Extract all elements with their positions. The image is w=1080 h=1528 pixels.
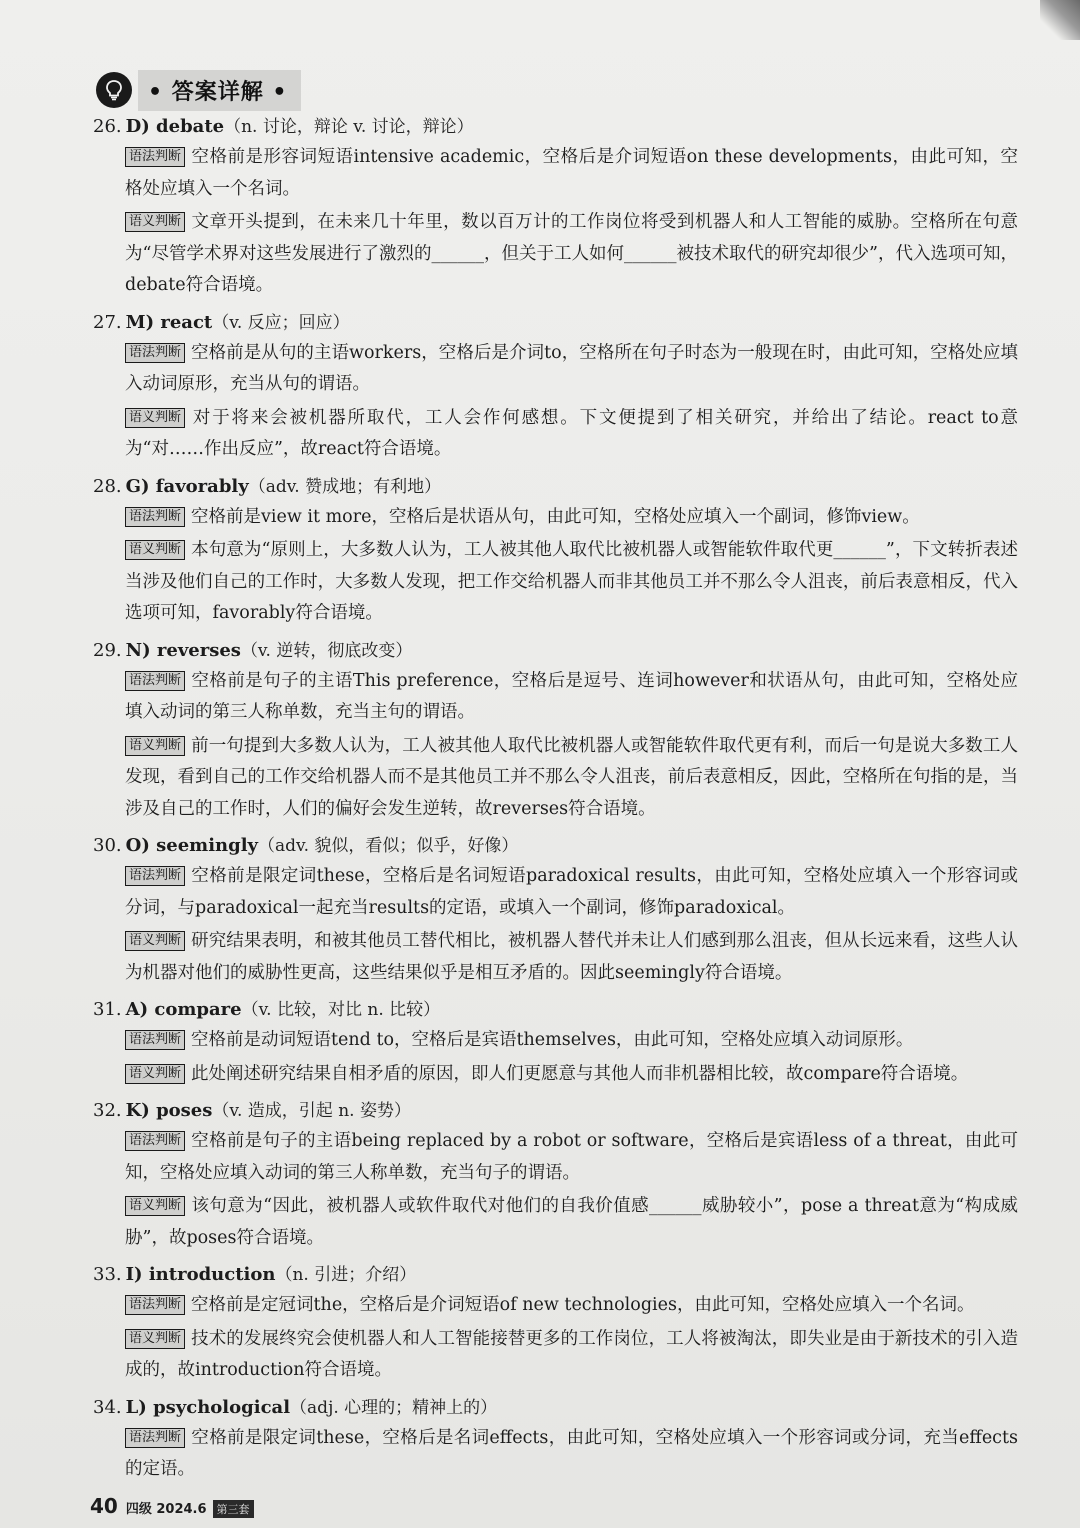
meaning-tag: 语义判断 (125, 540, 185, 560)
meaning-tag: 语义判断 (125, 736, 185, 756)
item-number: 32. (93, 1100, 122, 1121)
meaning-tag: 语义判断 (125, 408, 185, 428)
item-answer: O) seemingly (125, 835, 258, 856)
grammar-tag: 语法判断 (125, 1131, 185, 1151)
item-number: 31. (93, 999, 122, 1020)
grammar-explanation (125, 1423, 1018, 1486)
grammar-text: 空格前是从句的主语workers，空格后是介词to，空格所在句子时态为一般现在时，由此可知，空格处应填入动词原形，充当从句的谓语。 (125, 342, 1018, 394)
item-heading (93, 1096, 1018, 1126)
answer-item (93, 636, 1018, 826)
grammar-explanation (125, 861, 1018, 924)
meaning-explanation (125, 1059, 1018, 1091)
item-answer: N) reverses (125, 639, 241, 661)
meaning-text: 对于将来会被机器所取代，工人会作何感想。下文便提到了相关研究，并给出了结论。react to意为“对……作出反应”，故react符合语境。 (125, 407, 1018, 459)
item-number: 28. (93, 475, 122, 497)
grammar-tag: 语法判断 (125, 507, 185, 527)
item-gloss: （v. 造成，引起 n. 姿势） (212, 1101, 411, 1121)
item-heading (93, 636, 1018, 666)
item-answer: D) debate (125, 116, 225, 137)
grammar-explanation (125, 142, 1018, 205)
grammar-tag: 语法判断 (125, 671, 185, 691)
grammar-text: 空格前是句子的主语being replaced by a robot or software，空格后是宾语less of a threat，由此可知，空格处应填入动词的第三人称单数，充当句子的谓语。 (125, 1131, 1018, 1183)
grammar-tag: 语法判断 (125, 1030, 185, 1050)
item-heading (93, 472, 1018, 502)
meaning-text: 前一句提到大多数人认为，工人被其他人取代比被机器人或智能软件取代更有利，而后一句是说大多数工人发现，看到自己的工作交给机器人而不是其他员工并不那么令人沮丧，前后表意相反，因此，空格所在句指的是，当涉及自己的工作时，人们的偏好会发生逆转，故reverses符合语境。 (125, 735, 1018, 819)
item-number: 33. (93, 1264, 122, 1285)
answer-item (93, 831, 1018, 989)
grammar-tag: 语法判断 (125, 1428, 185, 1448)
item-number: 26. (93, 116, 122, 137)
item-answer: A) compare (125, 999, 242, 1020)
item-gloss: （adj. 心理的；精神上的） (290, 1397, 498, 1418)
answer-item (93, 308, 1018, 466)
meaning-explanation (125, 1191, 1018, 1254)
meaning-explanation (125, 1324, 1018, 1387)
grammar-explanation (125, 502, 1018, 534)
grammar-explanation (125, 338, 1018, 401)
item-number: 30. (93, 835, 122, 856)
item-number: 34. (93, 1396, 122, 1418)
grammar-tag: 语法判断 (125, 866, 185, 886)
answer-list (93, 112, 1018, 1492)
grammar-text: 空格前是限定词these，空格后是名词短语paradoxical results，由此可知，空格处应填入一个形容词或分词，与paradoxical一起充当results的定语，或填入一个副词，修饰paradoxical。 (125, 866, 1018, 918)
item-heading (93, 1260, 1018, 1290)
item-gloss: （n. 讨论，辩论 v. 讨论，辩论） (224, 117, 474, 137)
meaning-text: 文章开头提到，在未来几十年里，数以百万计的工作岗位将受到机器人和人工智能的威胁。空格所在句意为“尽管学术界对这些发展进行了激烈的______，但关于工人如何______被技术取代的研究却很少”，代入选项可知，debate符合语境。 (125, 212, 1018, 295)
item-gloss: （v. 反应；回应） (212, 312, 350, 333)
grammar-text: 空格前是限定词these，空格后是名词effects，由此可知，空格处应填入一个形容词或分词，充当effects的定语。 (125, 1427, 1018, 1479)
item-heading (93, 112, 1018, 142)
meaning-explanation (125, 926, 1018, 989)
item-answer: G) favorably (125, 475, 249, 497)
meaning-tag: 语义判断 (125, 1196, 185, 1216)
meaning-text: 此处阐述研究结果自相矛盾的原因，即人们更愿意与其他人而非机器相比较，故compare符合语境。 (191, 1063, 969, 1084)
grammar-text: 空格前是view it more，空格后是状语从句，由此可知，空格处应填入一个副词，修饰view。 (191, 506, 920, 527)
answer-item (93, 112, 1018, 302)
item-heading (93, 308, 1018, 338)
item-answer: K) poses (125, 1100, 213, 1121)
page-footer (90, 1494, 254, 1518)
meaning-tag: 语义判断 (125, 212, 185, 232)
item-answer: L) psychological (125, 1396, 291, 1418)
page-number: 40 (90, 1494, 118, 1518)
item-gloss: （adv. 赞成地；有利地） (248, 476, 442, 497)
grammar-explanation (125, 1126, 1018, 1189)
item-answer: I) introduction (125, 1264, 276, 1285)
meaning-tag: 语义判断 (125, 1329, 185, 1349)
meaning-explanation (125, 731, 1018, 826)
publication-label: 四级 2024.6 (125, 1502, 207, 1517)
lightbulb-icon (96, 72, 132, 108)
answer-item (93, 472, 1018, 630)
grammar-text: 空格前是句子的主语This preference，空格后是逗号、连词however和状语从句，由此可知，空格处应填入动词的第三人称单数，充当主句的谓语。 (125, 670, 1018, 722)
answer-item (93, 995, 1018, 1090)
item-number: 27. (93, 311, 122, 333)
grammar-explanation (125, 1290, 1018, 1322)
grammar-text: 空格前是形容词短语intensive academic，空格后是介词短语on these developments，由此可知，空格处应填入一个名词。 (125, 147, 1018, 199)
grammar-explanation (125, 666, 1018, 729)
item-heading (93, 831, 1018, 861)
section-title: • 答案详解 • (138, 70, 301, 111)
item-heading (93, 1393, 1018, 1423)
grammar-tag: 语法判断 (125, 343, 185, 363)
meaning-explanation (125, 535, 1018, 630)
grammar-explanation (125, 1025, 1018, 1057)
meaning-text: 本句意为“原则上，大多数人认为，工人被其他人取代比被机器人或智能软件取代更______”，下文转折表述当涉及他们自己的工作时，大多数人发现，把工作交给机器人而非其他员工并不那么令人沮丧，前后表意相反，代入选项可知，favorably符合语境。 (125, 540, 1018, 623)
meaning-text: 该句意为“因此，被机器人或软件取代对他们的自我价值感______威胁较小”，pose a threat意为“构成威胁”，故poses符合语境。 (125, 1196, 1018, 1248)
set-badge: 第三套 (213, 1500, 254, 1518)
section-header (96, 68, 301, 112)
item-gloss: （n. 引进；介绍） (275, 1265, 417, 1285)
page-corner-shadow (1040, 0, 1080, 40)
grammar-text: 空格前是定冠词the，空格后是介词短语of new technologies，由此可知，空格处应填入一个名词。 (191, 1295, 975, 1315)
item-gloss: （adv. 貌似，看似；似乎，好像） (258, 836, 519, 856)
meaning-tag: 语义判断 (125, 1064, 185, 1084)
item-gloss: （v. 逆转，彻底改变） (240, 640, 413, 661)
answer-item (93, 1260, 1018, 1387)
answer-item (93, 1393, 1018, 1486)
grammar-tag: 语法判断 (125, 1295, 185, 1315)
meaning-text: 技术的发展终究会使机器人和人工智能接替更多的工作岗位，工人将被淘汰，即失业是由于新技术的引入造成的，故introduction符合语境。 (125, 1328, 1018, 1380)
grammar-tag: 语法判断 (125, 147, 185, 167)
item-gloss: （v. 比较，对比 n. 比较） (241, 1000, 441, 1020)
answer-item (93, 1096, 1018, 1254)
meaning-explanation (125, 207, 1018, 302)
item-answer: M) react (125, 311, 213, 333)
item-heading (93, 995, 1018, 1025)
meaning-text: 研究结果表明，和被其他员工替代相比，被机器人替代并未让人们感到那么沮丧，但从长远来看，这些人认为机器对他们的威胁性更高，这些结果似乎是相互矛盾的。因此seemingly符合语境。 (125, 931, 1018, 983)
meaning-tag: 语义判断 (125, 931, 185, 951)
meaning-explanation (125, 403, 1018, 466)
item-number: 29. (93, 639, 122, 661)
grammar-text: 空格前是动词短语tend to，空格后是宾语themselves，由此可知，空格处应填入动词原形。 (191, 1030, 914, 1050)
